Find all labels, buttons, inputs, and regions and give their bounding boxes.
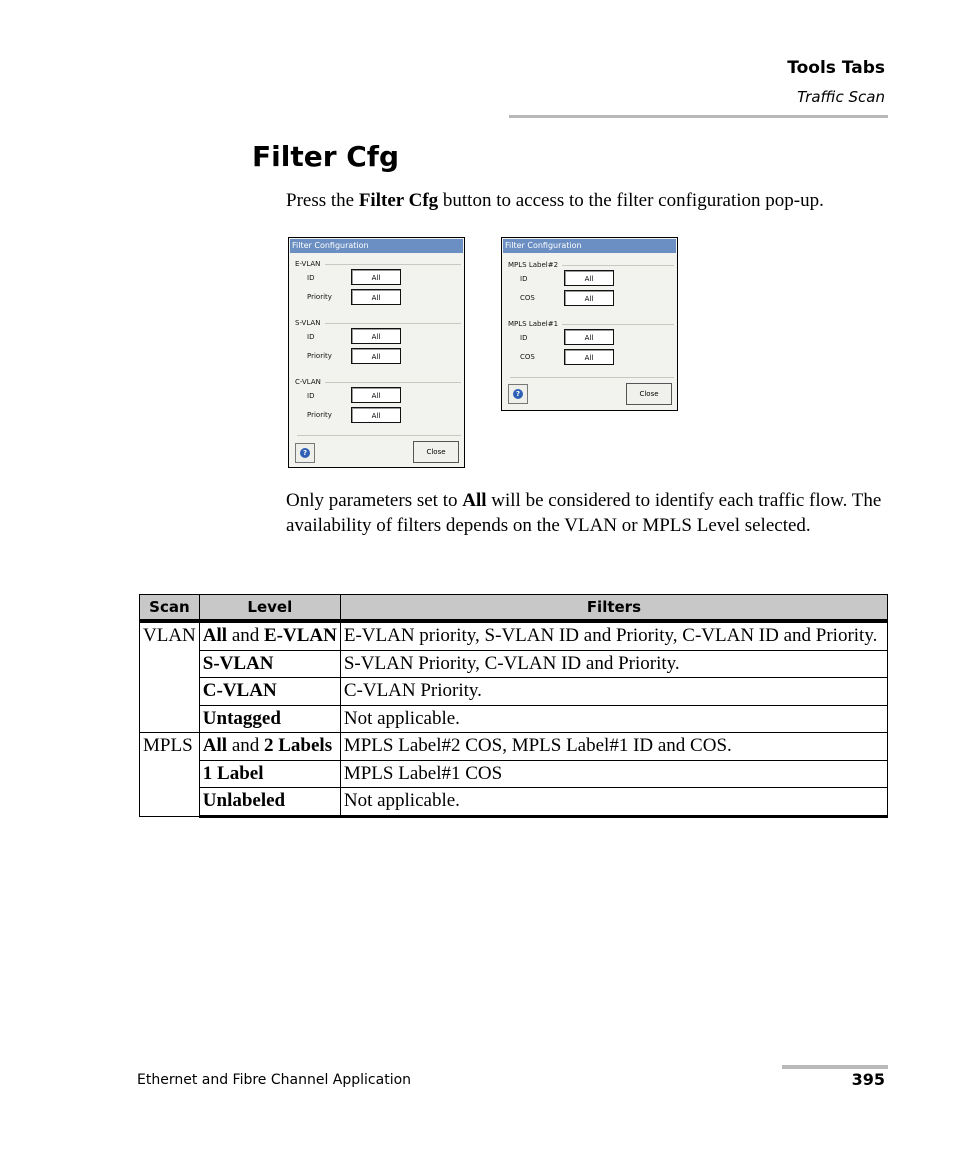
running-header-subtitle: Traffic Scan bbox=[797, 88, 885, 106]
group-label-mpls-label1: MPLS Label#1 bbox=[508, 320, 559, 328]
filters-cell: C-VLAN Priority. bbox=[340, 678, 887, 706]
section-title: Filter Cfg bbox=[252, 140, 400, 173]
level-bold: S-VLAN bbox=[202, 652, 274, 674]
filters-table bbox=[139, 594, 888, 818]
level-bold-2: E-VLAN bbox=[264, 625, 337, 646]
running-header-title: Tools Tabs bbox=[787, 58, 885, 78]
group-label-evlan: E-VLAN bbox=[295, 260, 321, 268]
filters-cell: S-VLAN Priority, C-VLAN ID and Priority. bbox=[340, 650, 887, 678]
level-bold: 1 Label bbox=[202, 762, 264, 784]
footer-document-title: Ethernet and Fibre Channel Application bbox=[137, 1072, 412, 1088]
mpls1-id-field[interactable]: All bbox=[564, 329, 614, 345]
help-button[interactable] bbox=[508, 384, 528, 404]
level-bold: Unlabeled bbox=[202, 790, 286, 811]
footer-rule bbox=[782, 1065, 888, 1069]
group-label-svlan: S-VLAN bbox=[295, 319, 321, 327]
filters-cell: MPLS Label#1 COS bbox=[340, 760, 887, 788]
dialog-title: Filter Configuration bbox=[290, 239, 463, 253]
field-label: ID bbox=[307, 392, 315, 400]
group-divider bbox=[562, 265, 674, 266]
table-row bbox=[140, 788, 888, 817]
table-row bbox=[140, 705, 888, 733]
group-label-mpls-label2: MPLS Label#2 bbox=[508, 261, 559, 269]
filters-cell: E-VLAN priority, S-VLAN ID and Priority, C-VLAN ID and Priority. bbox=[340, 621, 887, 650]
close-button[interactable]: Close bbox=[626, 383, 672, 405]
scan-cell-vlan: VLAN bbox=[140, 621, 200, 733]
note-paragraph bbox=[286, 489, 886, 538]
level-bold: Untagged bbox=[202, 707, 281, 729]
cvlan-priority-field[interactable]: All bbox=[351, 407, 401, 423]
field-label: Priority bbox=[307, 293, 332, 301]
level-cell bbox=[199, 650, 340, 678]
page-number: 395 bbox=[851, 1070, 885, 1089]
note-text-bold: All bbox=[462, 490, 487, 511]
intro-text-after: button to access to the filter configuration pop-up. bbox=[438, 190, 824, 211]
filter-config-dialog-vlan bbox=[288, 237, 465, 468]
header-filters: Filters bbox=[340, 595, 887, 622]
filter-config-dialog-mpls bbox=[501, 237, 678, 411]
svlan-priority-field[interactable]: All bbox=[351, 348, 401, 364]
help-icon: ? bbox=[300, 448, 310, 458]
header-rule bbox=[509, 115, 888, 118]
filters-cell: MPLS Label#2 COS, MPLS Label#1 ID and COS. bbox=[340, 733, 887, 761]
scan-cell-mpls: MPLS bbox=[140, 733, 200, 817]
evlan-id-field[interactable]: All bbox=[351, 269, 401, 285]
level-cell bbox=[199, 678, 340, 706]
field-label: Priority bbox=[307, 352, 332, 360]
level-cell bbox=[199, 733, 340, 761]
mpls2-cos-field[interactable]: All bbox=[564, 290, 614, 306]
svlan-id-field[interactable]: All bbox=[351, 328, 401, 344]
filters-cell: Not applicable. bbox=[340, 705, 887, 733]
field-label: COS bbox=[520, 294, 535, 302]
field-label: COS bbox=[520, 353, 535, 361]
group-divider bbox=[325, 264, 461, 265]
table-row bbox=[140, 733, 888, 761]
level-bold-2: 2 Labels bbox=[264, 735, 333, 756]
header-scan: Scan bbox=[140, 595, 200, 622]
level-bold-1: All bbox=[202, 625, 228, 646]
note-text-after: will be considered to identify each traffic flow. The availability of filters depends on the VLAN or MPLS Level selected. bbox=[286, 490, 882, 536]
intro-text-before: Press the bbox=[286, 190, 359, 211]
footer-divider bbox=[297, 435, 461, 436]
cvlan-id-field[interactable]: All bbox=[351, 387, 401, 403]
group-divider bbox=[325, 382, 461, 383]
level-cell bbox=[199, 621, 340, 650]
help-icon: ? bbox=[513, 389, 523, 399]
filters-cell: Not applicable. bbox=[340, 788, 887, 817]
mpls2-id-field[interactable]: All bbox=[564, 270, 614, 286]
group-divider bbox=[325, 323, 461, 324]
dialog-title: Filter Configuration bbox=[503, 239, 676, 253]
level-bold: C-VLAN bbox=[202, 680, 277, 701]
intro-text-bold: Filter Cfg bbox=[358, 190, 439, 211]
evlan-priority-field[interactable]: All bbox=[351, 289, 401, 305]
field-label: ID bbox=[520, 334, 528, 342]
table-row bbox=[140, 678, 888, 706]
table-row bbox=[140, 760, 888, 788]
field-label: Priority bbox=[307, 411, 332, 419]
field-label: ID bbox=[307, 333, 315, 341]
header-level: Level bbox=[199, 595, 340, 622]
level-bold-1: All bbox=[202, 735, 228, 756]
intro-paragraph bbox=[286, 189, 886, 214]
group-divider bbox=[562, 324, 674, 325]
help-button[interactable] bbox=[295, 443, 315, 463]
level-cell bbox=[199, 788, 340, 817]
table-row bbox=[140, 650, 888, 678]
close-button[interactable]: Close bbox=[413, 441, 459, 463]
mpls1-cos-field[interactable]: All bbox=[564, 349, 614, 365]
field-label: ID bbox=[307, 274, 315, 282]
level-cell bbox=[199, 705, 340, 733]
level-conjunction: and bbox=[227, 625, 264, 646]
table-row bbox=[140, 621, 888, 650]
level-cell bbox=[199, 760, 340, 788]
table-header-row bbox=[140, 595, 888, 622]
level-conjunction: and bbox=[227, 735, 264, 756]
field-label: ID bbox=[520, 275, 528, 283]
group-label-cvlan: C-VLAN bbox=[295, 378, 321, 386]
footer-divider bbox=[510, 377, 674, 378]
note-text-before: Only parameters set to bbox=[286, 490, 463, 511]
